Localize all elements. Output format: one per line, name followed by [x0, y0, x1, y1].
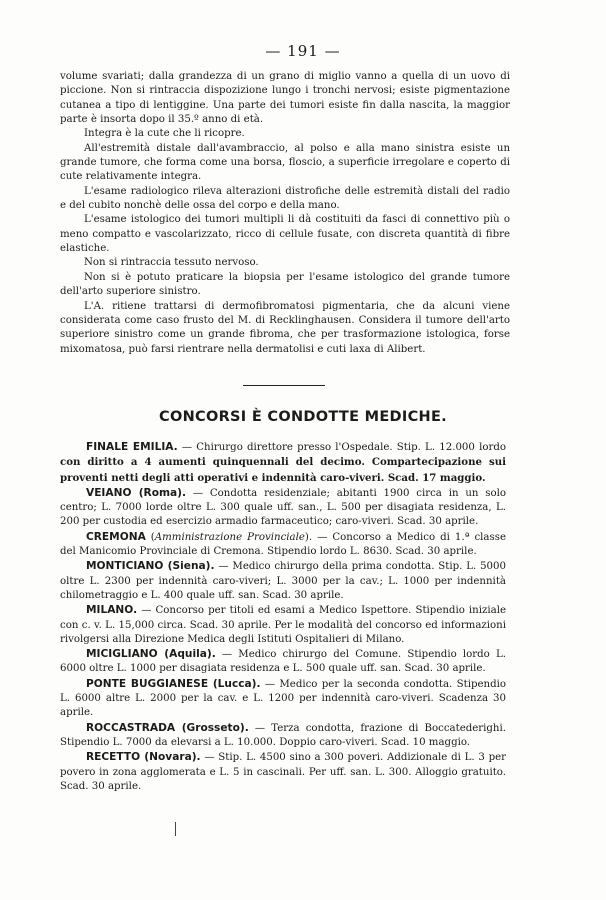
body-paragraph: Non si rintraccia tessuto nervoso. — [84, 257, 259, 269]
announcement-text: — Concorso per titoli ed esami a Medico Ispettore. Stipendio iniziale con c. v. L. 15,000 circa. Scad. 30 aprile. Per le modalità del concorso ed informazioni rivolgersi alla Direzione Medica degli Istituti Ospitalieri di Milano. — [60, 605, 506, 645]
announcement-place: MICIGLIANO (Aquila). — [86, 648, 216, 661]
announcement-text: — Medico per la seconda condotta. Stipendio L. 6000 altre L. 2000 per la cav. e L. 1200 per indennità caro-viveri. Scadenza 30 aprile. — [60, 678, 506, 719]
announcement-place: MILANO. — [86, 604, 138, 617]
announcement-text: — Terza condotta, frazione di Boccatederighi. Stipendio L. 7000 da elevarsi a L. 10.000. Doppio caro-viveri. Scad. 10 maggio. — [60, 722, 506, 748]
announcement-item — [60, 530, 506, 560]
announcement-text: — Medico chirurgo del Comune. Stipendio lordo L. 6000 oltre L. 1000 per disagiata residenza e L. 500 quale uff. san. Scad. 30 aprile. — [60, 649, 506, 675]
body-paragraph: All'estremità distale dall'avambraccio, al polso e alla mano sinistra esiste un grande tumore, che forma come una borsa, floscio, a superficie irregolare e coperto di cute relativamente integra. — [60, 142, 510, 183]
announcement-item — [60, 677, 506, 721]
article-body — [60, 70, 510, 357]
announcement-item — [60, 440, 506, 486]
page-number: — 191 — — [265, 42, 341, 60]
announcement-text: — Medico chirurgo della prima condotta. Stip. L. 5000 oltre L. 2300 per indennità caro-viveri; L. 3000 per la cav.; L. 1000 per indennità chilometraggio e L. 400 quale uff. san. Scad. 30 aprile. — [60, 561, 506, 601]
body-paragraph: L'A. ritiene trattarsi di dermofibromatosi pigmentaria, che da alcuni viene considerata come caso frusto del M. di Recklinghausen. Considera il tumore dell'arto superiore sinistro come un grande fibroma, che per trasformazione istologica, forse mixomatosa, può farsi rientrare nella dermatolisi e cuti laxa di Alibert. — [60, 300, 510, 355]
announcement-item — [60, 603, 506, 647]
announcement-item — [60, 486, 506, 530]
announcement-text: ( — [145, 531, 155, 543]
announcement-item — [60, 721, 506, 751]
announcement-italic: Amministrazione Provinciale — [154, 531, 305, 543]
body-paragraph: volume svariati; dalla grandezza di un grano di miglio vanno a quella di un uovo di piccione. Non si rintraccia dispozizione lungo i tronchi nervosi; esiste pigmentazione cutanea a tipo di lentiggine. Una parte dei tumori esiste fin dalla nascita, la maggior parte è insorta dopo il 35.º anno di età. — [60, 71, 510, 126]
announcement-place: CREMONA — [86, 530, 146, 543]
body-paragraph: L'esame istologico dei tumori multipli li dà costituiti da fasci di connettivo più o meno compatto e vascolarizzato, ricco di cellule fusate, con discreta quantità di fibre elastiche. — [60, 214, 510, 255]
announcement-text: — Stip. L. 4500 sino a 300 poveri. Addizionale di L. 3 per povero in zona agglomerata e L. 5 in cascinali. Per uff. san. L. 300. Alloggio gratuito. Scad. 30 aprile. — [60, 752, 507, 792]
body-paragraph: Non si è potuto praticare la biopsia per l'esame istologico del grande tumore dell'arto superiore sinistro. — [60, 271, 510, 298]
body-paragraph: L'esame radiologico rileva alterazioni distrofiche delle estremità distali del radio e del cubito nonchè delle ossa del corpo e della mano. — [60, 185, 510, 212]
section-heading: CONCORSI È CONDOTTE MEDICHE. — [159, 409, 447, 425]
announcement-place: MONTICIANO (Siena). — [86, 560, 215, 573]
announcement-place: RECETTO (Novara). — [86, 751, 201, 764]
announcement-text-rest: ). — Concorso a Medico di 1.ª classe del Manicomio Provinciale di Cremona. Stipendio lordo L. 8630. Scad. 30 aprile. — [60, 531, 506, 558]
announcement-place: PONTE BUGGIANESE (Lucca). — [86, 677, 261, 690]
announcement-item — [60, 750, 506, 794]
announcement-place: VEIANO (Roma). — [86, 486, 187, 499]
section-divider — [243, 385, 325, 386]
announcement-bold: con diritto a 4 aumenti quinquennali del decimo. Compartecipazione sui proventi netti degli atti operativi e indennità caro-viveri. Scad. 17 maggio. — [60, 456, 506, 484]
announcement-item — [60, 559, 506, 603]
announcement-item — [60, 647, 506, 677]
announcements-list — [60, 440, 506, 794]
margin-mark — [175, 822, 176, 836]
announcement-place: FINALE EMILIA. — [86, 441, 178, 453]
announcement-text: — Condotta residenziale; abitanti 1900 circa in un solo centro; L. 7000 lorde oltre L. 300 quale uff. san., L. 500 per disagiata residenza, L. 200 per custodia ed esercizio armadio farmaceutico; caro-viveri. Scad. 30 aprile. — [60, 487, 507, 528]
announcement-place: ROCCASTRADA (Grosseto). — [86, 721, 249, 734]
announcement-text: — Chirurgo direttore presso l'Ospedale. Stip. L. 12.000 lordo — [177, 442, 506, 453]
body-paragraph: Integra è la cute che li ricopre. — [84, 128, 245, 140]
